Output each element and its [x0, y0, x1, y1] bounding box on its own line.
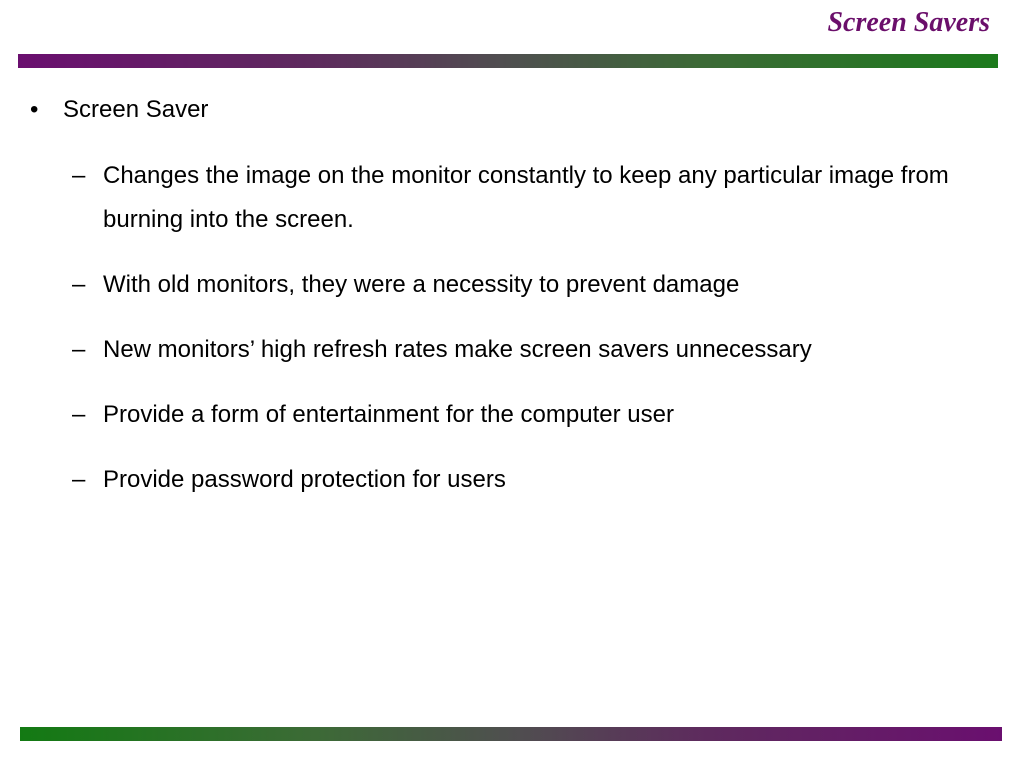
top-gradient-divider [18, 54, 998, 68]
sub-bullet-text: New monitors’ high refresh rates make screen savers unnecessary [103, 336, 812, 363]
sub-bullet-text: With old monitors, they were a necessity to prevent damage [103, 271, 740, 298]
dash-marker: – [72, 336, 86, 363]
sub-bullet-text: Provide password protection for users [103, 466, 506, 493]
sub-bullet-item [72, 458, 970, 502]
sub-bullet-item [72, 393, 970, 437]
slide-title: Screen Savers [827, 7, 990, 38]
sub-bullet-text: Provide a form of entertainment for the computer user [103, 401, 674, 428]
sub-bullet-item [72, 154, 970, 242]
sub-bullet-list [30, 154, 970, 502]
dash-marker: – [72, 466, 86, 493]
sub-bullet-item [72, 328, 970, 372]
bullet-marker: • [30, 96, 39, 123]
bottom-gradient-divider [20, 727, 1002, 741]
sub-bullet-text: Changes the image on the monitor constantly to keep any particular image from burning into the screen. [103, 162, 949, 233]
dash-marker: – [72, 401, 86, 428]
dash-marker: – [72, 271, 86, 298]
dash-marker: – [72, 162, 86, 189]
sub-bullet-item [72, 263, 970, 307]
bullet-text: Screen Saver [63, 96, 209, 123]
slide-content [30, 88, 970, 523]
bullet-item [30, 88, 970, 132]
